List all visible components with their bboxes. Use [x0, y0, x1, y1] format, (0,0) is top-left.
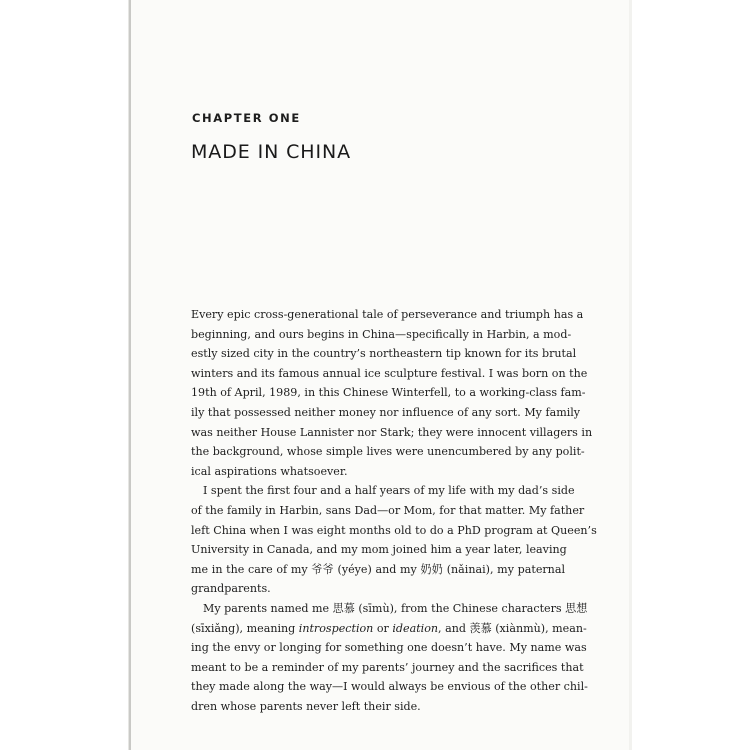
text-line: me in the care of my 爷爷 (yéye) and my 奶奶 (nǎinai), my paternal	[191, 562, 565, 576]
text-line: I spent the first four and a half years of my life with my dad’s side	[203, 484, 575, 498]
text-line: meant to be a reminder of my parents’ journey and the sacrifices that	[191, 660, 584, 674]
chapter-body	[191, 305, 597, 716]
text-line: was neither House Lannister nor Stark; they were innocent villagers in	[191, 425, 593, 439]
chapter-title: MADE IN CHINA	[191, 141, 351, 163]
paragraph-3	[191, 599, 588, 717]
italic-term-introspection: introspection	[298, 621, 374, 635]
text-line: My parents named me 思慕 (sīmù), from the Chinese characters 思想	[203, 601, 588, 615]
text-line: estly sized city in the country’s northeastern tip known for its brutal	[191, 347, 577, 361]
paragraph-1	[191, 305, 593, 481]
text-line: dren whose parents never left their side.	[191, 699, 421, 713]
text-line: ical aspirations whatsoever.	[191, 464, 348, 478]
text-line: winters and its famous annual ice sculpture festival. I was born on the	[191, 366, 588, 380]
text-line: beginning, and ours begins in China—specifically in Harbin, a mod-	[191, 327, 572, 341]
italic-term-ideation: ideation	[392, 621, 439, 635]
text-line: ing the envy or longing for something one doesn’t have. My name was	[191, 641, 587, 655]
page-edge-shade	[629, 0, 632, 750]
text-segment: (sīxiǎng), meaning	[191, 621, 299, 635]
text-line: University in Canada, and my mom joined him a year later, leaving	[191, 543, 567, 557]
paragraph-2	[191, 481, 597, 599]
text-line: 19th of April, 1989, in this Chinese Winterfell, to a working-class fam-	[191, 386, 586, 400]
text-segment: or	[373, 621, 393, 635]
text-line: grandparents.	[191, 582, 271, 596]
text-line: of the family in Harbin, sans Dad—or Mom, for that matter. My father	[191, 503, 585, 517]
text-line: they made along the way—I would always be envious of the other chil-	[191, 680, 588, 694]
text-line: left China when I was eight months old to do a PhD program at Queen’s	[191, 523, 597, 537]
text-segment: , and 羡慕 (xiànmù), mean-	[438, 621, 587, 635]
text-line: the background, whose simple lives were unencumbered by any polit-	[191, 445, 585, 459]
chapter-label: CHAPTER ONE	[192, 111, 301, 125]
text-line-with-italics	[191, 619, 587, 639]
text-line: ily that possessed neither money nor influence of any sort. My family	[191, 405, 581, 419]
text-line: Every epic cross-generational tale of perseverance and triumph has a	[191, 308, 584, 321]
